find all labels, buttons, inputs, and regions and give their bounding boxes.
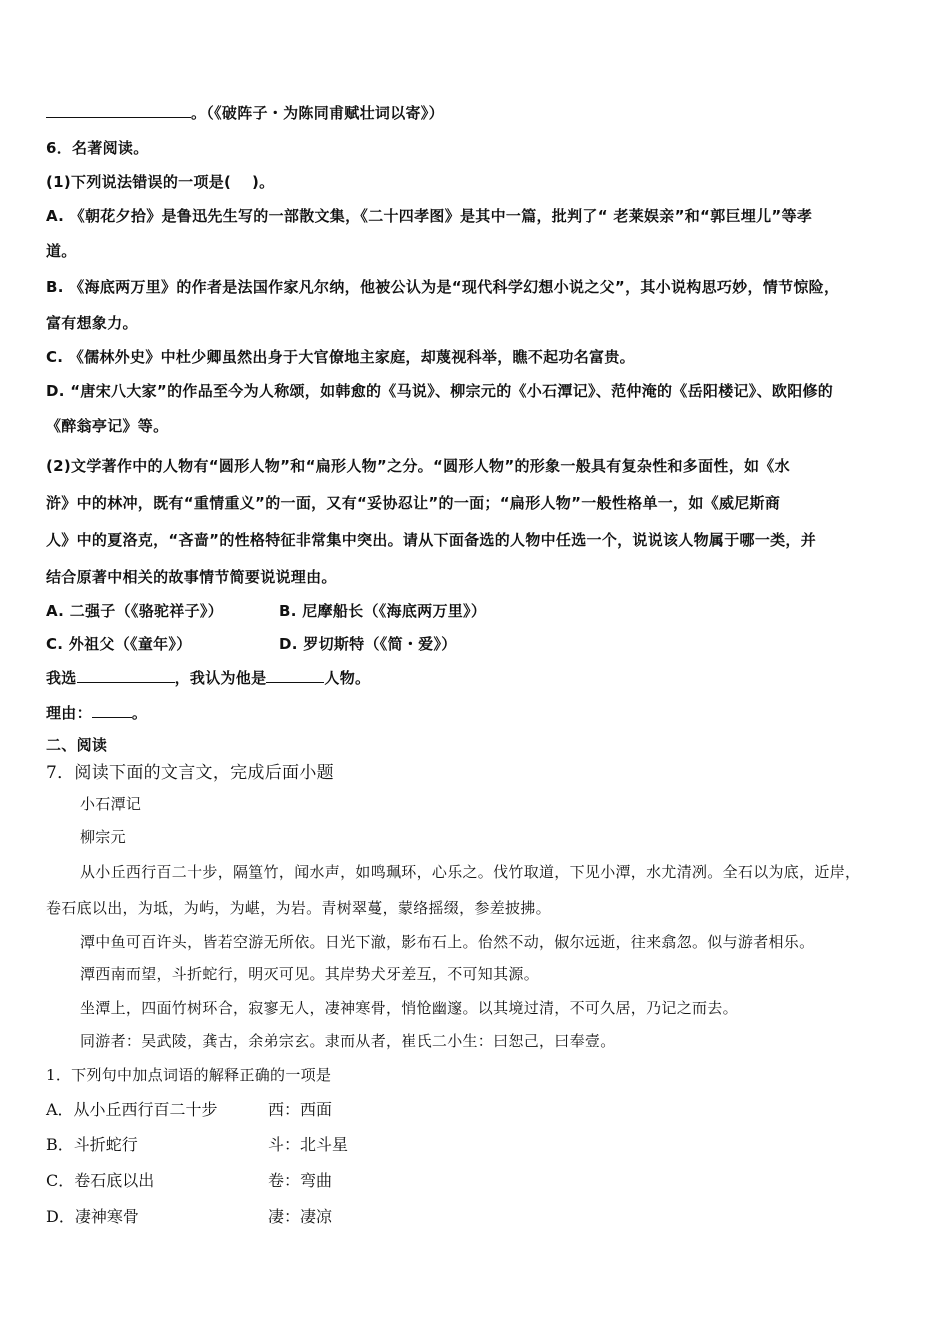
essay-para4: 坐潭上，四面竹树环合，寂寥无人，凄神寒骨，悄怆幽邃。以其境过清，不可久居，乃记之而去。 xyxy=(80,999,738,1017)
choose-blank[interactable] xyxy=(77,668,175,683)
essay-para3: 潭西南而望，斗折蛇行，明灭可见。其岸势犬牙差互，不可知其源。 xyxy=(80,965,540,983)
q6-part2-line3: 人》中的夏洛克，“吝啬”的性格特征非常集中突出。请从下面备选的人物中任选一个，说说该人物属于哪一类，并 xyxy=(46,531,817,549)
essay-title: 小石潭记 xyxy=(80,795,142,813)
reason-blank[interactable] xyxy=(92,703,132,718)
q6-option-d-line2: 《醉翁亭记》等。 xyxy=(46,417,169,435)
q6-reason-line xyxy=(46,702,147,723)
q6-choose-line xyxy=(46,667,370,688)
choose-end-text: 人物。 xyxy=(324,669,371,687)
q7-option-gloss: 斗：北斗星 xyxy=(268,1135,349,1154)
q7-option-row[interactable] xyxy=(46,1168,333,1191)
q6-option-b-line1: B. 《海底两万里》的作者是法国作家凡尔纳，他被公认为是“现代科学幻想小说之父”，其小说构思巧妙，情节惊险， xyxy=(46,278,840,296)
q7-option-gloss: 西：西面 xyxy=(268,1100,333,1119)
character-option-d: D. 罗切斯特（《简・爱》） xyxy=(279,635,457,653)
q6-option-d-line1: D. “唐宋八大家”的作品至今为人称颂，如韩愈的《马说》、柳宗元的《小石潭记》、范仲淹的《岳阳楼记》、欧阳修的 xyxy=(46,382,834,400)
reason-label: 理由： xyxy=(46,704,92,722)
q7-option-row[interactable] xyxy=(46,1132,349,1155)
q7-option-sentence: B．斗折蛇行 xyxy=(46,1135,138,1154)
q7-option-sentence: D．凄神寒骨 xyxy=(46,1207,139,1226)
choose-mid-text: ，我认为他是 xyxy=(174,669,267,687)
essay-para2: 潭中鱼可百许头，皆若空游无所依。日光下澈，影布石上。佁然不动，俶尔远逝，往来翕忽。似与游者相乐。 xyxy=(80,933,815,951)
q6-option-a-line1: A. 《朝花夕拾》是鲁迅先生写的一部散文集，《二十四孝图》是其中一篇，批判了“ 老莱娱亲”和“郭巨埋儿”等孝 xyxy=(46,207,813,225)
q6-part2-line4: 结合原著中相关的故事情节简要说说理由。 xyxy=(46,568,337,586)
fill-blank-line xyxy=(46,102,444,123)
reason-end: 。 xyxy=(131,704,148,722)
essay-author: 柳宗元 xyxy=(80,828,126,846)
q6-option-b-line2: 富有想象力。 xyxy=(46,314,138,332)
essay-para1-line1: 从小丘西行百二十步，隔篁竹，闻水声，如鸣珮环，心乐之。伐竹取道，下见小潭，水尤清冽。全石以为底，近岸， xyxy=(80,863,861,881)
poem-source: 。（《破阵子・为陈同甫赋壮词以寄》） xyxy=(191,104,444,122)
section-reading-heading: 二、阅读 xyxy=(46,736,108,754)
q7-option-sentence: A．从小丘西行百二十步 xyxy=(46,1100,218,1119)
essay-para1-line2: 卷石底以出，为坻，为屿，为嵁，为岩。青树翠蔓，蒙络摇缀，参差披拂。 xyxy=(46,899,551,917)
essay-para5: 同游者：吴武陵，龚古，余弟宗玄。隶而从者，崔氏二小生：曰恕己，曰奉壹。 xyxy=(80,1032,616,1050)
character-option-c: C. 外祖父（《童年》） xyxy=(46,635,192,653)
q6-part2-line2: 浒》中的林冲，既有“重情重义”的一面，又有“妥协忍让”的一面；“扁形人物”一般性格单一，如《威尼斯商 xyxy=(46,494,781,512)
q7-option-row[interactable] xyxy=(46,1204,333,1227)
q6-title: 6．名著阅读。 xyxy=(46,139,149,157)
answer-blank[interactable] xyxy=(46,103,191,118)
q7-title: 7．阅读下面的文言文，完成后面小题 xyxy=(46,763,334,783)
q6-character-row2 xyxy=(46,633,457,654)
q7-option-gloss: 凄：凄凉 xyxy=(268,1207,333,1226)
q6-part2-line1: (2)文学著作中的人物有“圆形人物”和“扁形人物”之分。“圆形人物”的形象一般具有复杂性和多面性，如《水 xyxy=(46,457,790,475)
q6-option-c: C. 《儒林外史》中杜少卿虽然出身于大官僚地主家庭，却蔑视科举，瞧不起功名富贵。 xyxy=(46,348,635,366)
q7-option-gloss: 卷：弯曲 xyxy=(268,1171,333,1190)
choose-label: 我选 xyxy=(46,669,77,687)
type-blank[interactable] xyxy=(266,668,324,683)
q6-option-a-line2: 道。 xyxy=(46,242,77,260)
character-option-b: B. 尼摩船长（《海底两万里》） xyxy=(279,602,487,620)
q7-sub1-stem: 1．下列句中加点词语的解释正确的一项是 xyxy=(46,1066,332,1084)
q6-part1-stem: (1)下列说法错误的一项是( )。 xyxy=(46,173,275,191)
q7-option-sentence: C．卷石底以出 xyxy=(46,1171,155,1190)
q7-option-row[interactable] xyxy=(46,1097,333,1120)
character-option-a: A. 二强子（《骆驼祥子》） xyxy=(46,602,224,620)
q6-character-row1 xyxy=(46,600,487,621)
